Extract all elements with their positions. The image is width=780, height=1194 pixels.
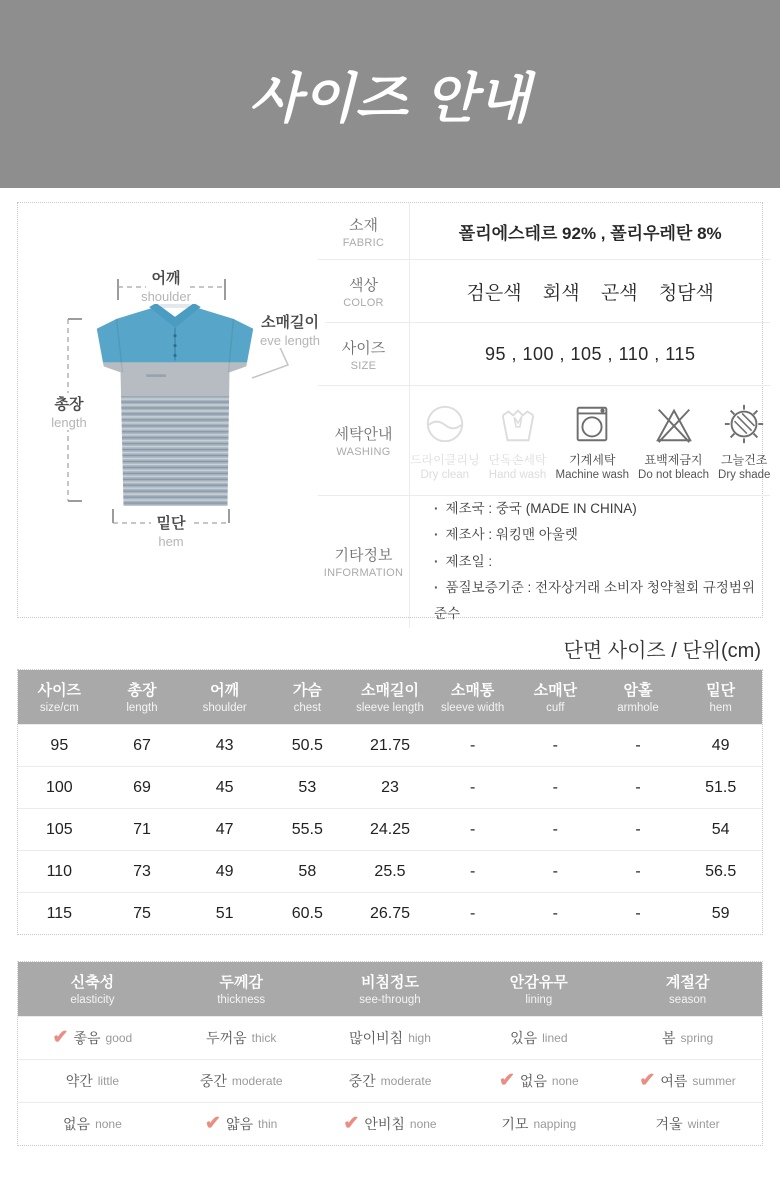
fabric-value: 폴리에스테르 92% , 폴리우레탄 8% [458,223,722,243]
size-table-header: 사이즈 size/cm 총장 length 어깨 shoulder 가슴 chest 소매길이 sleeve length 소매통 sleeve width 소매단 cuff 암홀 armhole 밑단 hem [18,670,762,724]
info-line: · 품질보증기준 : 전자상거래 소비자 청약철회 규정범위 준수 [434,575,770,628]
dry-clean-icon [423,400,467,448]
table-row: 110 73 49 58 25.5 - - - 56.5 [18,850,762,892]
hem-label: 밑단 hem [121,512,221,549]
check-icon: ✔ [205,1112,221,1134]
wash-item-dry-shade: 그늘건조 Dry shade [718,400,770,481]
info-line: · 제조일 : [434,549,770,575]
size-table-section [0,634,780,935]
product-spec-table [318,203,771,622]
size-table-title: 단면 사이즈 / 단위(cm) [563,640,761,662]
info-line: · 제조국 : 중국 (MADE IN CHINA) [434,496,770,522]
wash-item-machine-wash: 기계세탁 Machine wash [556,400,630,481]
machine-wash-icon [570,400,614,448]
table-row: 95 67 43 50.5 21.75 - - - 49 [18,724,762,766]
wash-item-no-bleach: 표백제금지 Do not bleach [638,400,709,481]
no-bleach-icon [652,400,696,448]
wash-item-dry-clean: 드라이클리닝 Dry clean [410,400,480,481]
shoulder-label: 어깨 shoulder [116,267,216,304]
dry-shade-icon [722,400,766,448]
length-label: 총장 length [37,393,101,430]
table-row: 105 71 47 55.5 24.25 - - - 54 [18,808,762,850]
color-value: 검은색 회색 곤색 청담색 [466,282,714,304]
attributes-section [0,961,780,1146]
table-row: 100 69 45 53 23 - - - 51.5 [18,766,762,808]
fabric-label: 소재 FABRIC [318,203,410,259]
attributes-row: 약간 little 중간 moderate 중간 moderate ✔ 없음 none ✔ 여름 summer [18,1059,762,1102]
check-icon: ✔ [52,1026,69,1048]
information-label: 기타정보 INFORMATION [318,496,410,628]
attributes-table [17,961,763,1146]
check-icon: ✔ [498,1069,515,1091]
size-label: 사이즈 SIZE [318,323,410,385]
table-row: 115 75 51 60.5 26.75 - - - 59 [18,892,762,934]
shirt-measurement-diagram [18,203,318,617]
wash-item-hand-wash: 단독손세탁 Hand wash [489,400,547,481]
size-row [318,323,770,386]
fabric-row [318,203,770,260]
check-icon: ✔ [343,1112,360,1134]
size-value: 95 , 100 , 105 , 110 , 115 [484,343,696,364]
washing-row [318,386,770,496]
attributes-row: 없음 none ✔ 얇음 thin ✔ 안비침 none 기모 napping 겨울 winter [18,1102,762,1145]
info-line: · 제조사 : 워킹맨 아울렛 [434,522,770,548]
size-table [17,669,763,935]
sleeve-length-label: 소매길이 eve length [248,311,332,348]
product-info-panel [17,202,771,622]
attributes-row: ✔ 좋음 good 두꺼움 thick 많이비침 high 있음 lined 봄 spring [18,1016,762,1059]
size-guide-banner [0,0,780,188]
color-row [318,260,770,323]
page-title: 사이즈 안내 [249,68,531,129]
hand-wash-icon [496,400,540,448]
washing-icons [410,386,770,495]
information-value [410,496,770,628]
attributes-header: 신축성 elasticity 두께감 thickness 비침정도 see-through 안감유무 lining 계절감 season [18,962,762,1016]
washing-label: 세탁안내 WASHING [318,386,410,495]
information-row [318,496,770,628]
check-icon: ✔ [639,1069,656,1091]
color-label: 색상 COLOR [318,260,410,322]
